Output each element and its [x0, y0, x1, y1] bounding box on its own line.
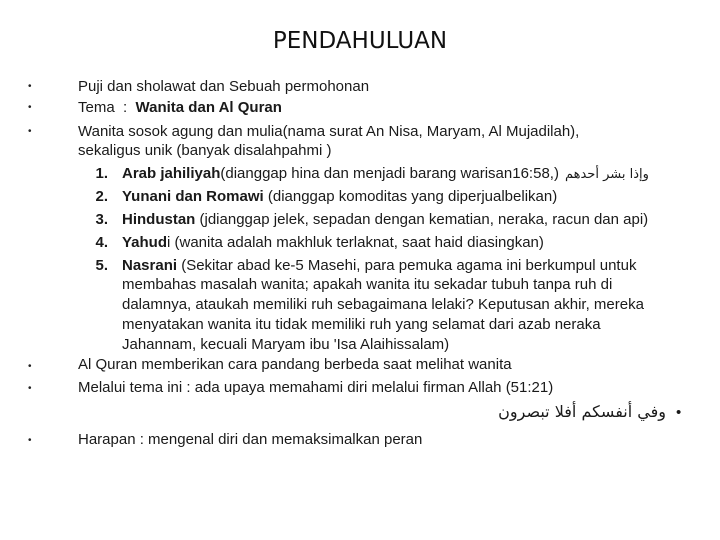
list-item-term: Hindustan — [122, 211, 196, 228]
nasrani-continuation: membahas masalah wanita; apakah wanita itu sekadar tubuh tanpa ruh di — [122, 276, 613, 293]
list-item-yahudi — [122, 233, 544, 252]
bullet-puji: Puji dan sholawat dan Sebuah permohonan — [78, 78, 370, 95]
list-number: 5. — [95, 257, 108, 274]
bullet-marker: • — [28, 102, 32, 113]
list-item-term: Arab jahiliyah — [122, 165, 221, 182]
bullet-tema-ini: Melalui tema ini : ada upaya memahami diri melalui firman Allah (51:21) — [78, 379, 554, 396]
bullet-marker: • — [28, 383, 32, 394]
arabic-verse: وفي أنفسكم أفلا تبصرون — [498, 402, 666, 421]
list-item-desc: (jdianggap jelek, sepadan dengan kematian, neraka, racun dan api) — [195, 211, 649, 228]
list-item-hindustan — [122, 210, 648, 229]
list-item-nasrani — [122, 256, 636, 275]
list-item-desc: (Sekitar abad ke-5 Masehi, para pemuka agama ini berkumpul untuk — [177, 257, 637, 274]
bullet-marker: • — [28, 81, 32, 92]
list-item-arab — [122, 164, 649, 184]
list-item-desc: (dianggap hina dan menjadi barang warisan16:58,) — [220, 165, 559, 182]
nasrani-continuation: Jahannam, kecuali Maryam ibu 'Isa Alaihissalam) — [122, 336, 450, 353]
list-number: 4. — [95, 234, 108, 251]
list-item-term: Yahud — [122, 234, 168, 251]
list-number: 2. — [95, 188, 108, 205]
tema-value: Wanita dan Al Quran — [135, 99, 282, 116]
list-item-term: Yunani dan Romawi — [122, 188, 264, 205]
page-title: PENDAHULUAN — [272, 28, 448, 54]
list-item-desc: i (wanita adalah makhluk terlaknat, saat haid diasingkan) — [167, 234, 544, 251]
bullet-marker: • — [28, 435, 32, 446]
list-item-arabic: وإذا بشر أحدهم — [564, 167, 649, 182]
nasrani-continuation: dalamnya, ataukah memiliki ruh sebagaimana lelaki? Keputusan akhir, mereka — [122, 296, 644, 313]
bullet-marker: • — [28, 126, 32, 137]
nasrani-continuation: menyatakan wanita itu tidak memiliki ruh yang selamat dari azab neraka — [122, 316, 601, 333]
bullet-wanita-line2: sekaligus unik (banyak disalahpahmi ) — [78, 142, 332, 159]
bullet-marker: • — [676, 404, 682, 421]
bullet-wanita-line1: Wanita sosok agung dan mulia(nama surat An Nisa, Maryam, Al Mujadilah), — [78, 123, 580, 140]
bullet-alquran: Al Quran memberikan cara pandang berbeda saat melihat wanita — [78, 356, 512, 373]
list-item-yunani — [122, 187, 557, 206]
list-item-term: Nasrani — [122, 257, 178, 274]
bullet-harapan: Harapan : mengenal diri dan memaksimalkan peran — [78, 431, 423, 448]
bullet-marker: • — [28, 361, 32, 372]
tema-label: Tema : — [78, 99, 136, 116]
list-number: 3. — [95, 211, 108, 228]
list-item-desc: (dianggap komoditas yang diperjualbelikan) — [263, 188, 558, 205]
bullet-tema — [78, 98, 282, 117]
list-number: 1. — [95, 165, 108, 182]
